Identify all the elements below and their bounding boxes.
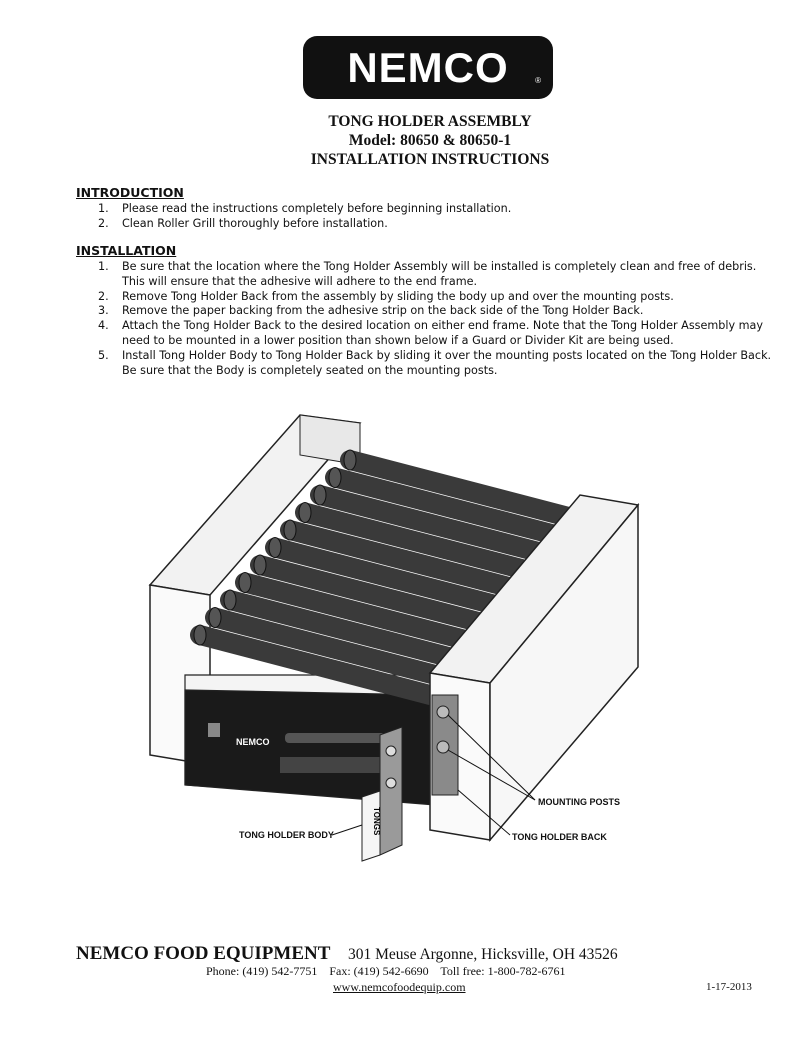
list-item — [76, 290, 776, 305]
doc-title-line1: TONG HOLDER ASSEMBLY — [328, 113, 532, 130]
list-item — [76, 304, 776, 319]
item-number: 2. — [98, 216, 109, 230]
item-text: Attach the Tong Holder Back to the desired location on either end frame. Note that the Tong Holder Assembly may need to be mounted in a lower position than shown below if a Guard or Divider Kit are being used. — [122, 319, 764, 347]
item-number: 3. — [98, 304, 109, 318]
list-item — [76, 202, 776, 217]
callout-tong-holder-back: TONG HOLDER BACK — [512, 832, 607, 842]
introduction-heading: INTRODUCTION — [76, 185, 184, 200]
item-number: 5. — [98, 348, 109, 362]
roller-end-cap — [254, 555, 266, 575]
tongs-label: TONGS — [372, 807, 381, 836]
list-item — [76, 319, 776, 349]
item-number: 1. — [98, 202, 109, 215]
mounting-post-icon — [437, 706, 449, 718]
body-slot-icon — [386, 746, 396, 756]
roller-end-cap — [329, 468, 341, 488]
callout-line — [332, 825, 362, 835]
roller-end-cap — [299, 503, 311, 523]
callout-tong-holder-body: TONG HOLDER BODY — [239, 830, 334, 840]
footer-date: 1-17-2013 — [706, 981, 752, 993]
item-number: 4. — [98, 319, 109, 333]
callout-mounting-posts: MOUNTING POSTS — [538, 797, 621, 807]
roller-grill-illustration — [140, 405, 650, 865]
roller-end-cap — [239, 573, 251, 593]
list-item — [76, 217, 776, 232]
footer-company: NEMCO FOOD EQUIPMENT — [76, 943, 331, 964]
registered-mark: ® — [535, 76, 541, 85]
roller-end-cap — [284, 520, 296, 540]
introduction-list — [76, 202, 776, 232]
footer-phone: Phone: (419) 542-7751 Fax: (419) 542-6690 Toll free: 1-800-782-6761 — [206, 964, 566, 978]
panel-dial-strip — [280, 757, 380, 773]
body-slot-icon — [386, 778, 396, 788]
item-text: Install Tong Holder Body to Tong Holder Back by sliding it over the mounting posts located on the Tong Holder Back. Be sure that the Body is completely seated on the mounting posts. — [122, 348, 772, 377]
roller-end-cap — [314, 485, 326, 505]
mounting-post-icon — [437, 741, 449, 753]
item-text: Clean Roller Grill thoroughly before installation. — [122, 216, 388, 230]
doc-title-line2: Model: 80650 & 80650-1 — [348, 132, 512, 149]
footer-address: 301 Meuse Argonne, Hicksville, OH 43526 — [348, 946, 618, 963]
item-text: Remove Tong Holder Back from the assembly by sliding the body up and over the mounting posts. — [122, 289, 674, 303]
nemco-logo — [303, 36, 553, 99]
logo-text: NEMCO — [347, 44, 509, 91]
item-number: 2. — [98, 289, 109, 303]
item-text: Be sure that the location where the Tong Holder Assembly will be installed is completely clean and free of debris. This will ensure that the adhesive will adhere to the end frame. — [122, 260, 757, 288]
list-item — [76, 260, 776, 290]
roller-end-cap — [269, 538, 281, 558]
item-text: Remove the paper backing from the adhesive strip on the back side of the Tong Holder Back. — [122, 304, 644, 318]
list-item — [76, 349, 776, 379]
item-number: 1. — [98, 260, 109, 273]
roller-end-cap — [209, 608, 221, 628]
roller-end-cap — [344, 450, 356, 470]
panel-label-strip — [285, 733, 385, 743]
roller-end-cap — [224, 590, 236, 610]
roller-end-cap — [194, 625, 206, 645]
item-text: Please read the instructions completely before beginning installation. — [122, 202, 512, 215]
doc-title-line3: INSTALLATION INSTRUCTIONS — [310, 151, 550, 168]
installation-heading: INSTALLATION — [76, 243, 177, 258]
installation-list — [76, 260, 776, 378]
panel-brand: NEMCO — [236, 737, 270, 747]
footer-website-link[interactable]: www.nemcofoodequip.com — [333, 980, 466, 994]
power-switch-icon — [208, 723, 220, 737]
